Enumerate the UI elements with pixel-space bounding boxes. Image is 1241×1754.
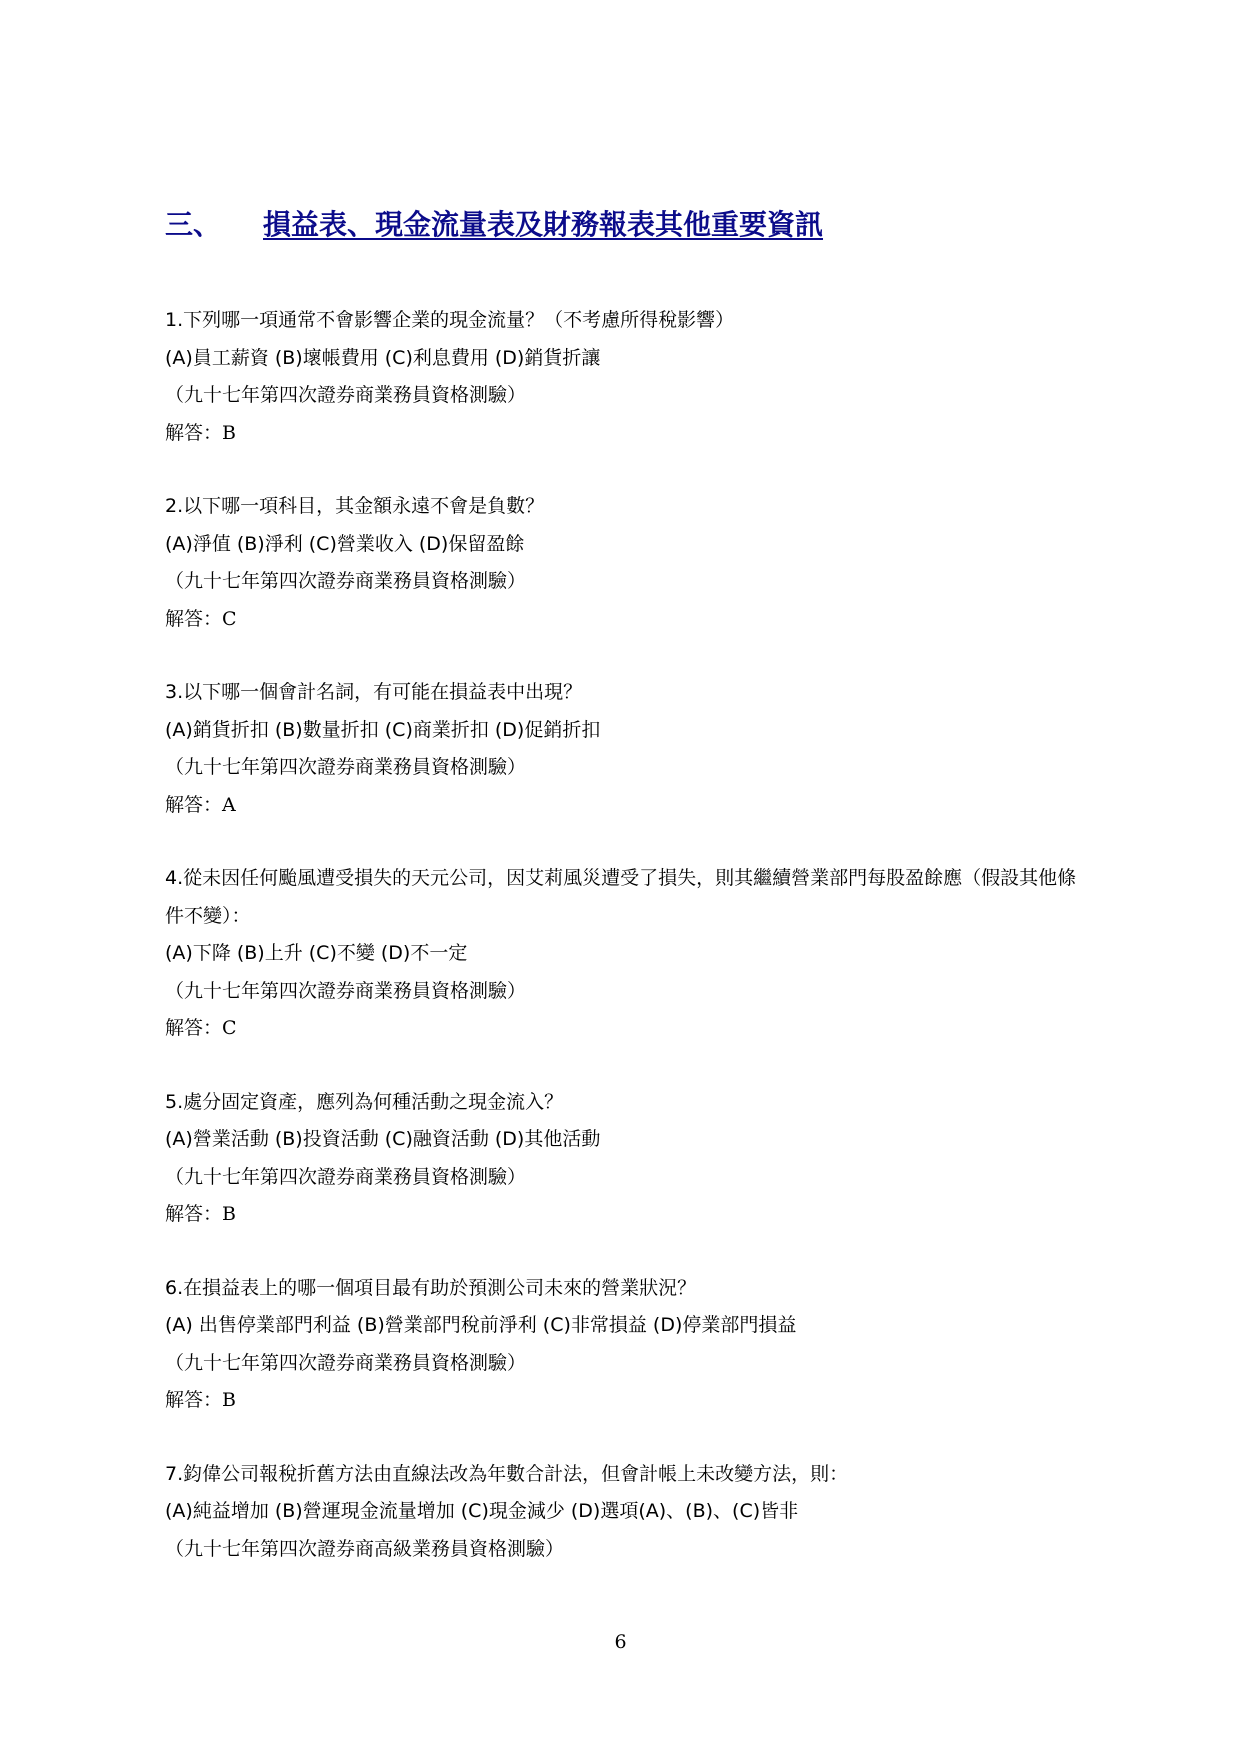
question-answer: 解答：B — [165, 1389, 236, 1411]
question-1 — [165, 302, 1085, 452]
question-options: (A)員工薪資 (B)壞帳費用 (C)利息費用 (D)銷貨折讓 — [165, 346, 601, 369]
section-title: 損益表、現金流量表及財務報表其他重要資訊 — [263, 208, 824, 241]
question-options: (A) 出售停業部門利益 (B)營業部門稅前淨利 (C)非常損益 (D)停業部門損益 — [165, 1314, 797, 1336]
question-stem: 4.從未因任何颱風遭受損失的天元公司，因艾莉風災遭受了損失，則其繼續營業部門每股盈餘應（假設其他條件不變）： — [165, 867, 1077, 927]
question-stem: 2.以下哪一項科目，其金額永遠不會是負數？ — [165, 495, 545, 517]
question-options: (A)銷貨折扣 (B)數量折扣 (C)商業折扣 (D)促銷折扣 — [165, 718, 601, 741]
question-source: （九十七年第四次證券商業務員資格測驗） — [165, 1351, 527, 1374]
question-answer: 解答：C — [165, 607, 237, 630]
question-7 — [165, 1456, 1085, 1569]
question-answer: 解答：B — [165, 421, 236, 444]
question-options: (A)下降 (B)上升 (C)不變 (D)不一定 — [165, 942, 468, 964]
question-source: （九十七年第四次證券商業務員資格測驗） — [165, 979, 527, 1002]
question-answer: 解答：B — [165, 1203, 236, 1225]
question-source: （九十七年第四次證券商業務員資格測驗） — [165, 1165, 527, 1188]
question-5 — [165, 1084, 1085, 1234]
question-stem: 1.下列哪一項通常不會影響企業的現金流量？（不考慮所得稅影響） — [165, 309, 735, 331]
question-6 — [165, 1270, 1085, 1420]
question-stem: 5.處分固定資產，應列為何種活動之現金流入？ — [165, 1090, 564, 1113]
question-source: （九十七年第四次證券商業務員資格測驗） — [165, 384, 527, 406]
question-stem: 3.以下哪一個會計名詞，有可能在損益表中出現？ — [165, 681, 583, 703]
section-heading — [165, 203, 823, 243]
question-options: (A)營業活動 (B)投資活動 (C)融資活動 (D)其他活動 — [165, 1128, 601, 1150]
question-source: （九十七年第四次證券商業務員資格測驗） — [165, 570, 527, 592]
page-number: 6 — [614, 1631, 627, 1653]
question-source: （九十七年第四次證券商高級業務員資格測驗） — [165, 1537, 565, 1560]
question-3 — [165, 674, 1085, 824]
question-source: （九十七年第四次證券商業務員資格測驗） — [165, 756, 527, 778]
section-number: 三、 — [165, 208, 222, 241]
question-answer: 解答：C — [165, 1017, 237, 1039]
question-options: (A)純益增加 (B)營運現金流量增加 (C)現金減少 (D)選項(A)、(B)、(C)皆非 — [165, 1500, 799, 1522]
question-2 — [165, 488, 1085, 638]
question-stem: 7.鈞偉公司報稅折舊方法由直線法改為年數合計法，但會計帳上未改變方法，則： — [165, 1462, 849, 1485]
question-answer: 解答：A — [165, 793, 236, 816]
question-4 — [165, 860, 1085, 1048]
question-options: (A)淨值 (B)淨利 (C)營業收入 (D)保留盈餘 — [165, 532, 525, 555]
question-list — [165, 302, 1085, 1604]
question-stem: 6.在損益表上的哪一個項目最有助於預測公司未來的營業狀況？ — [165, 1276, 697, 1299]
